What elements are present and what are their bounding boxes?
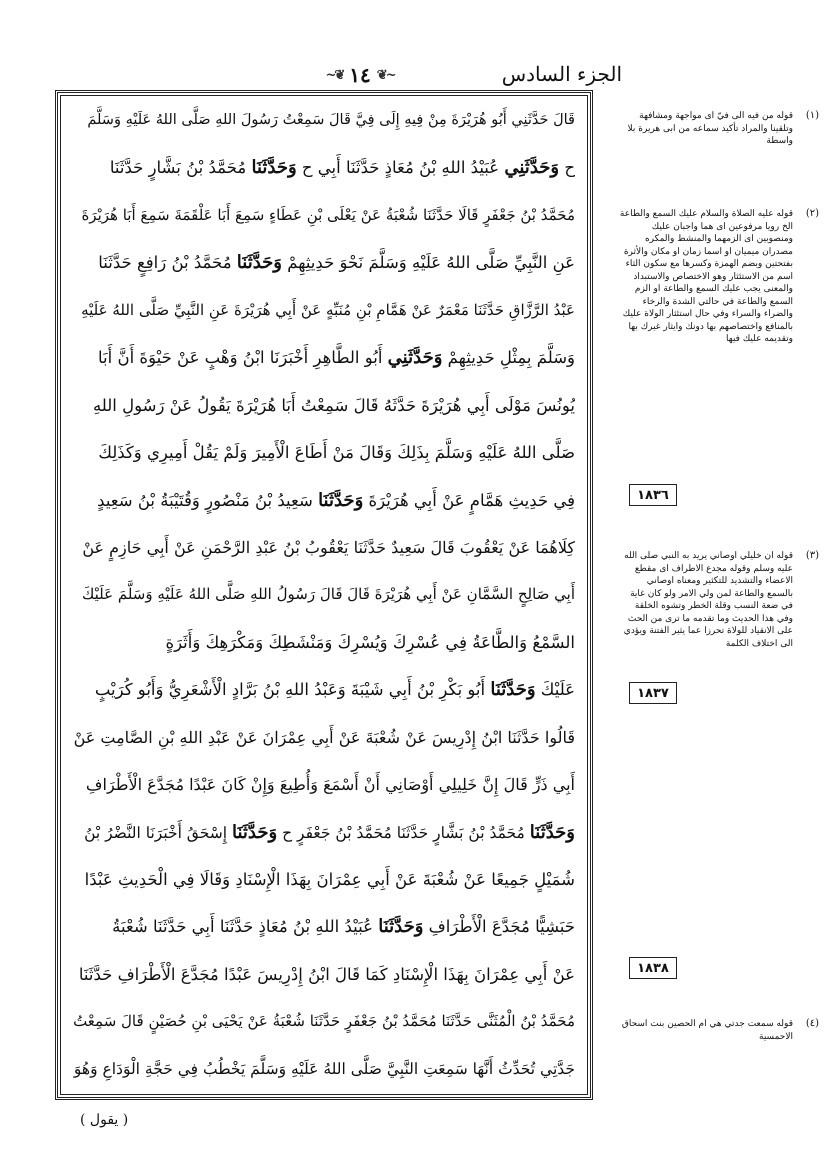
page-number [300,62,420,88]
text-line: عَلَيْكَ وَحَدَّثَنَا أَبُو بَكْرِ بْنُ أَبِي شَيْبَةَ وَعَبْدُ اللهِ بْنُ بَرَّادٍ الْأَشْعَرِيُّ وَأَبُو كُرَيْبٍ [94,679,575,701]
text-line: حَبَشِيًّا مُجَدَّعَ الْأَطْرَافِ وَحَدَّثَنَا عُبَيْدُ اللهِ بْنُ مُعَاذٍ حَدَّثَنَا أَبِي حَدَّثَنَا شُعْبَةُ [112,916,575,938]
narration-marker: وَحَدَّثَنَا [529,821,575,843]
text-line: كِلَاهُمَا عَنْ يَعْقُوبَ قَالَ سَعِيدٌ حَدَّثَنَا يَعْقُوبُ بْنُ عَبْدِ الرَّحْمَنِ عَنْ أَبِي حَازِمٍ عَنْ [82,537,575,557]
narration-marker: وَحَدَّثَنِي [387,347,443,369]
footnote-text: قوله سمعت جدتي هي ام الحصين بنت اسحاق الاحمسية [621,1019,793,1042]
narration-marker: وَحَدَّثَنَا [378,916,424,938]
footnote-4 [619,1018,819,1043]
text-line: شُمَيْلٍ جَمِيعًا عَنْ شُعْبَةَ عَنْ أَبِي عِمْرَانَ بِهَذَا الْإِسْنَادِ وَقَالَا فِي الْحَدِيثِ عَبْدًا [84,870,575,889]
text-line: يُونُسَ مَوْلَى أَبِي هُرَيْرَةَ حَدَّثَهُ قَالَ سَمِعْتُ أَبَا هُرَيْرَةَ يَقُولُ عَنْ رَسُولِ اللهِ [92,395,575,415]
narration-marker: وَحَدَّثَنِي [504,157,560,179]
text-line: السَّمْعُ وَالطَّاعَةُ فِي عُسْرِكَ وَيُسْرِكَ وَمَنْشَطِكَ وَمَكْرَهِكَ وَأَثَرَةٍ [165,632,575,652]
text-line: أَبِي ذَرٍّ قَالَ إِنَّ خَلِيلِي أَوْصَانِي أَنْ أَسْمَعَ وَأُطِيعَ وَإِنْ كَانَ عَبْدًا مُجَدَّعَ الْأَطْرَافِ [85,775,575,795]
text-line: وَسَلَّمَ بِمِثْلِ حَدِيثِهِمْ وَحَدَّثَنِي أَبُو الطَّاهِرِ أَخْبَرَنَا ابْنُ وَهْبٍ عَنْ حَيْوَةَ أَنَّ أَبَا [98,347,575,369]
text-line: مُحَمَّدُ بْنُ جَعْفَرٍ قَالَا حَدَّثَنَا شُعْبَةُ عَنْ يَعْلَى بْنِ عَطَاءٍ سَمِعَ أَبَا عَلْقَمَةَ سَمِعَ أَبَا هُرَيْرَةَ [81,205,575,224]
text-line: عَنِ النَّبِيِّ صَلَّى اللهُ عَلَيْهِ وَسَلَّمَ نَحْوَ حَدِيثِهِمْ وَحَدَّثَنَا مُحَمَّدُ بْنُ رَافِعٍ حَدَّثَنَا [98,252,575,274]
footnote-text: قوله عليه الصلاة والسلام عليك السمع والطاعة الخ رويا مرفوعين اى هما واجبان عليك ومنصوبين اى الزمهما والمنشط والمكره مصدران ميميان او اسما زمان او مكان والأثرة بفتحتين وبضم الهمزة وكسرها مع سكون الثاء اسم من الاستئثار وهو الاختصاص والاستبداد والمعنى يجب عليك السمع والطاعة او الزم السمع والطاعة في حالتي الشدة والرخاء والضراء والسراء وفي حال استئثار الولاة عليك بالمنافع واختصاصهم بها دونك وايثار غيرك بها وتقديمه عليك فيها [619,209,793,344]
footnote-2 [619,208,819,346]
footnote-number: (٤) [805,1018,819,1029]
main-text [60,95,588,1095]
text-line: قَالَ حَدَّثَنِي أَبُو هُرَيْرَةَ مِنْ فِيهِ إِلَى فِيَّ قَالَ سَمِعْتُ رَسُولَ اللهِ صَلَّى اللهُ عَلَيْهِ وَسَلَّمَ [87,112,575,128]
ornament-icon: ❦~ [376,67,395,83]
text-line: أَبِي صَالِحٍ السَّمَّانِ عَنْ أَبِي هُرَيْرَةَ قَالَ قَالَ رَسُولُ اللهِ صَلَّى اللهُ عَلَيْهِ وَسَلَّمَ عَلَيْكَ [81,585,575,604]
footnote-number: (٣) [805,550,819,561]
narration-marker: وَحَدَّثَنَا [231,821,278,843]
footnote-3 [619,550,819,650]
ornament-icon: ~❦ [325,67,344,83]
hadith-number: ١٨٣٨ [629,957,677,979]
text-line: وَحَدَّثَنَا مُحَمَّدُ بْنُ بَشَّارٍ حَدَّثَنَا مُحَمَّدُ بْنُ جَعْفَرٍ ح وَحَدَّثَنَا إِسْحَقُ أَخْبَرَنَا النَّضْرُ بْنُ [84,821,575,843]
footnote-1 [619,110,819,148]
footnote-number: (٢) [805,208,819,219]
text-line: ح وَحَدَّثَنِي عُبَيْدُ اللهِ بْنُ مُعَاذٍ حَدَّثَنَا أَبِي ح وَحَدَّثَنَا مُحَمَّدُ بْنُ بَشَّارٍ حَدَّثَنَا [109,157,575,179]
footer-catchword: ( يقول ) [80,1112,129,1128]
footnote-text: قوله ان خليلي اوصاني يريد به النبي صلى الله عليه وسلم وقوله مجدع الاطراف اى مقطع الاعضاء والتشديد للتكثير ومعناه اوصاني بالسمع والطاعة لمن ولي الامر ولو كان غاية في ضعة النسب وقلة الخطر وتشوه الخلقة وفي هذا الحديث وما تقدمه ما ترى من الحث على الانقياد للولاة تحرزا عما يثير الفتنة ويؤدي الى اختلاف الكلمة [623,551,793,649]
main-text-frame [55,90,593,1100]
text-line: عَنْ أَبِي عِمْرَانَ بِهَذَا الْإِسْنَادِ كَمَا قَالَ ابْنُ إِدْرِيسَ عَبْدًا مُجَدَّعَ الْأَطْرَافِ حَدَّثَنَا [78,964,575,984]
hadith-number: ١٨٣٦ [629,484,677,506]
volume-title: الجزء السادس [501,62,622,86]
narration-marker: وَحَدَّثَنَا [251,157,297,179]
text-line: فِي حَدِيثِ هَمَّامٍ عَنْ أَبِي هُرَيْرَةَ وَحَدَّثَنَا سَعِيدُ بْنُ مَنْصُورٍ وَقُتَيْبَةُ بْنُ سَعِيدٍ [97,489,575,511]
text-line: عَبْدُ الرَّزَّاقِ حَدَّثَنَا مَعْمَرٌ عَنْ هَمَّامِ بْنِ مُنَبِّهٍ عَنْ أَبِي هُرَيْرَةَ عَنِ النَّبِيِّ صَلَّى اللهُ عَلَيْهِ [81,300,575,319]
page-number-text: ١٤ [349,63,371,87]
text-line: مُحَمَّدُ بْنُ الْمُثَنَّى حَدَّثَنَا مُحَمَّدُ بْنُ جَعْفَرٍ حَدَّثَنَا شُعْبَةُ عَنْ يَحْيَى بْنِ حُصَيْنٍ قَالَ سَمِعْتُ [73,1012,575,1031]
text-line: جَدَّتِي تُحَدِّثُ أَنَّهَا سَمِعَتِ النَّبِيَّ صَلَّى اللهُ عَلَيْهِ وَسَلَّمَ يَخْطُبُ فِي حَجَّةِ الْوَدَاعِ وَهُوَ [73,1059,575,1078]
text-line: قَالُوا حَدَّثَنَا ابْنُ إِدْرِيسَ عَنْ شُعْبَةَ عَنْ أَبِي عِمْرَانَ عَنْ عَبْدِ اللهِ بْنِ الصَّامِتِ عَنْ [73,727,575,747]
text-line: صَلَّى اللهُ عَلَيْهِ وَسَلَّمَ بِذَلِكَ وَقَالَ مَنْ أَطَاعَ الْأَمِيرَ وَلَمْ يَقُلْ أَمِيرِي وَكَذَلِكَ [98,443,575,463]
narration-marker: وَحَدَّثَنَا [318,489,364,511]
hadith-number: ١٨٣٧ [629,682,677,704]
narration-marker: وَحَدَّثَنَا [490,679,536,701]
footnote-text: قوله من فيه الى فيّ اى مواجهة ومشافهة وتلقينا والمراد تأكيد سماعه من ابى هريرة بلا واسطة [627,111,793,146]
narration-marker: وَحَدَّثَنَا [236,252,282,274]
footnote-number: (١) [805,110,819,121]
